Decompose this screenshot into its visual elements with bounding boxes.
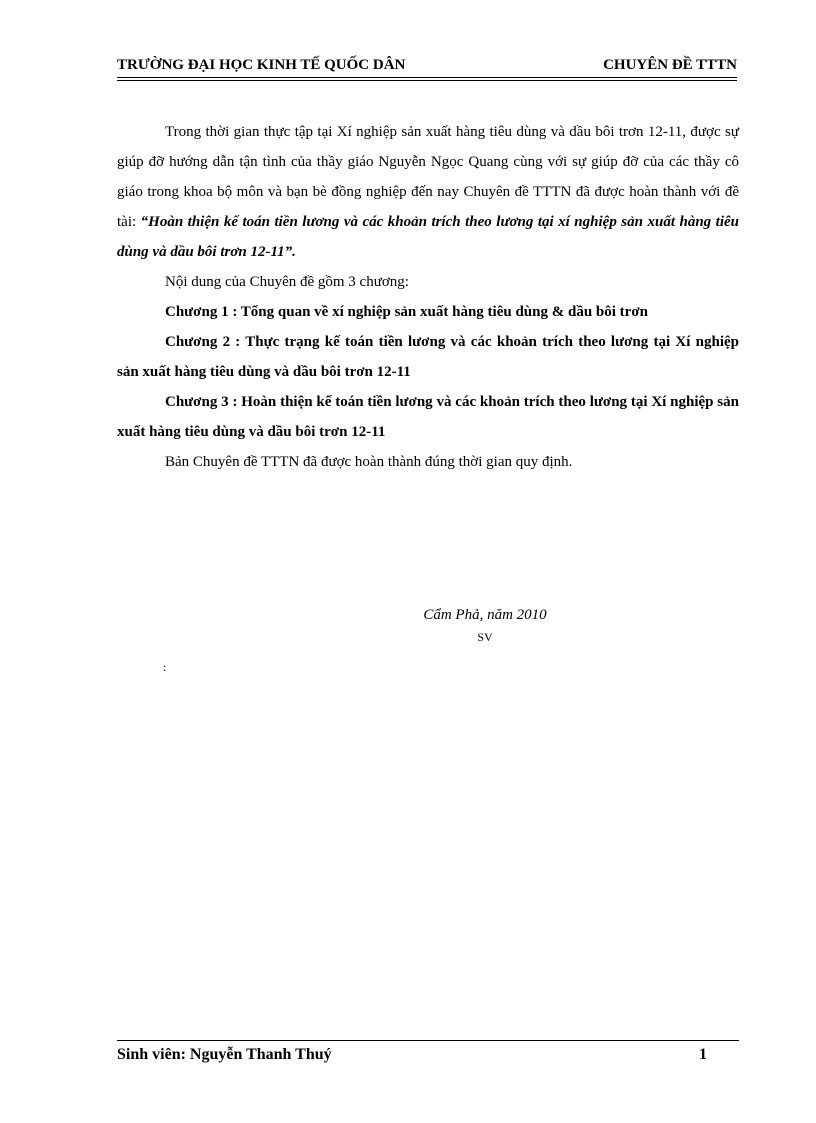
page-footer (117, 1040, 739, 1064)
chapter-3: Chương 3 : Hoàn thiện kế toán tiền lương và các khoản trích theo lương tại Xí nghiệp sản xuất hàng tiêu dùng và dầu bôi trơn 12-11 (117, 394, 739, 440)
stray-mark: : (163, 660, 167, 674)
content-intro: Nội dung của Chuyên đề gồm 3 chương: (165, 274, 409, 290)
header-doc-type: CHUYÊN ĐỀ TTTN (603, 57, 737, 73)
intro-paragraph (117, 117, 739, 267)
signoff-block (400, 604, 570, 648)
page-number: 1 (699, 1046, 707, 1063)
page-header (117, 57, 737, 78)
sv-label: SV (477, 630, 493, 644)
chapter-1: Chương 1 : Tổng quan về xí nghiệp sản xuất hàng tiêu dùng & dầu bôi trơn (165, 304, 648, 320)
place-date: Cẩm Phả, năm 2010 (423, 607, 547, 623)
chapter-2: Chương 2 : Thực trạng kế toán tiền lương và các khoản trích theo lương tại Xí nghiệp sản xuất hàng tiêu dùng và dầu bôi trơn 12-11 (117, 334, 739, 380)
intro-text: Trong thời gian thực tập tại Xí nghiệp sản xuất hàng tiêu dùng và dầu bôi trơn 12-11, được sự giúp đỡ hướng dẫn tận tình của thầy giáo Nguyễn Ngọc Quang cùng với sự giúp đỡ của các thầy cô giáo trong khoa bộ môn và bạn bè đồng nghiệp đến nay Chuyên đề TTTN đã được hoàn thành với đề tài: (117, 124, 739, 230)
document-body (117, 117, 739, 477)
header-university: TRƯỜNG ĐẠI HỌC KINH TẾ QUỐC DÂN (117, 57, 406, 73)
footer-student: Sinh viên: Nguyễn Thanh Thuý (117, 1046, 332, 1063)
thesis-title: “Hoàn thiện kế toán tiền lương và các khoản trích theo lương tại xí nghiệp sản xuất hàng tiêu dùng và dầu bôi trơn 12-11”. (117, 214, 739, 260)
closing-paragraph: Bản Chuyên đề TTTN đã được hoàn thành đúng thời gian quy định. (165, 454, 573, 470)
